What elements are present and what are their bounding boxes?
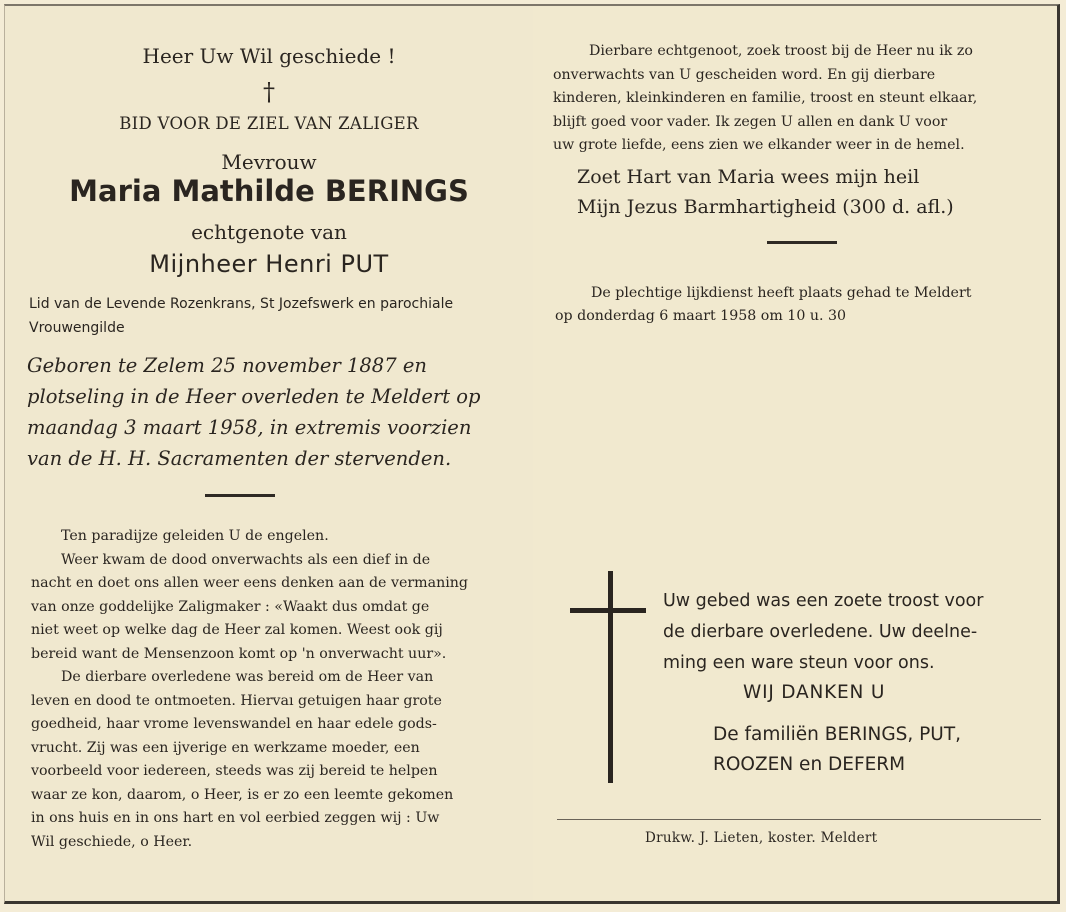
left-page — [5, 6, 533, 901]
spouse-name: Mijnheer Henri PUT — [149, 250, 389, 278]
large-cross-bar — [570, 608, 646, 613]
memorial-card — [4, 4, 1060, 904]
thanks-line: Uw gebed was een zoete troost voor — [663, 591, 984, 611]
farewell-line: uw grote liefde, eens zien we elkander weer in de hemel. — [553, 137, 965, 153]
eulogy-line: vrucht. Zij was een ijverige en werkzame moeder, een — [31, 739, 420, 756]
funeral-text — [555, 282, 971, 328]
thanks-text — [663, 586, 983, 679]
eulogy-line: bereid want de Mensenzoon komt op 'n onverwacht uur». — [31, 645, 447, 662]
eulogy-line: waar ze kon, daarom, o Heer, is er zo een leemte gekomen — [31, 786, 454, 803]
relation: echtgenote van — [191, 220, 347, 244]
family-line: ROOZEN en DEFERM — [713, 754, 906, 775]
membership-line: Lid van de Levende Rozenkrans, St Jozefswerk en parochiale — [29, 296, 454, 312]
farewell-line: Dierbare echtgenoot, zoek troost bij de Heer nu ik zo — [589, 43, 973, 59]
family-line: De familiën BERINGS, PUT, — [713, 724, 962, 745]
eulogy-line: goedheid, haar vrome levenswandel en haar edele gods- — [31, 716, 437, 732]
family-signature — [713, 720, 961, 780]
eulogy-line: leven en dood te ontmoeten. Hiervaı getuigen haar grote — [31, 692, 442, 709]
eulogy-line: nacht en doet ons allen weer eens denken aan de vermaning — [31, 575, 468, 591]
deceased-name: Maria Mathilde BERINGS — [69, 174, 469, 208]
eulogy-line: Weer kwam de dood onverwachts als een dief in de — [61, 551, 431, 568]
salutation: Mevrouw — [221, 150, 317, 174]
eulogy-line: De dierbare overledene was bereid om de Heer van — [61, 669, 434, 685]
eulogy-line: Ten paradijze geleiden U de engelen. — [61, 528, 329, 544]
cross-icon: † — [263, 78, 275, 106]
eulogy-line: voorbeeld voor iedereen, steeds was zij bereid te helpen — [31, 763, 438, 779]
header-motto: Heer Uw Wil geschiede ! — [142, 44, 396, 68]
eulogy-line: van onze goddelijke Zaligmaker : «Waakt dus omdat ge — [31, 598, 430, 615]
right-page — [533, 6, 1057, 901]
eulogy-line: in ons huis en in ons hart en vol eerbied zeggen wij : Uw — [31, 810, 440, 826]
birth-death-text — [27, 350, 489, 474]
prayer-request: BID VOOR DE ZIEL VAN ZALIGER — [119, 114, 419, 133]
prayer-line: Zoet Hart van Maria wees mijn heil — [577, 166, 920, 188]
birth-death-line: Geboren te Zelem 25 november 1887 en — [27, 354, 427, 377]
printer-rule — [557, 819, 1041, 820]
eulogy-text — [31, 525, 489, 854]
funeral-line: op donderdag 6 maart 1958 om 10 u. 30 — [555, 308, 847, 324]
printer-credit: Drukw. J. Lieten, koster. Meldert — [645, 830, 878, 846]
divider-rule — [767, 241, 837, 244]
farewell-line: onverwachts van U gescheiden word. En gij dierbare — [553, 66, 936, 83]
prayer-lines — [577, 162, 954, 222]
thanks-line: ming een ware steun voor ons. — [663, 653, 935, 673]
divider-rule — [205, 494, 275, 497]
large-cross-icon — [608, 571, 613, 783]
birth-death-line: plotseling in de Heer overleden te Meldert op — [27, 385, 481, 408]
farewell-text — [553, 40, 977, 158]
farewell-line: blijft goed voor vader. Ik zegen U allen en dank U voor — [553, 113, 948, 130]
eulogy-line: Wil geschiede, o Heer. — [31, 833, 193, 850]
birth-death-line: van de H. H. Sacramenten der stervenden. — [27, 447, 452, 470]
funeral-line: De plechtige lijkdienst heeft plaats gehad te Meldert — [591, 285, 972, 301]
farewell-line: kinderen, kleinkinderen en familie, troost en steunt elkaar, — [553, 90, 978, 106]
thanks-line: de dierbare overledene. Uw deelne- — [663, 622, 978, 642]
eulogy-line: niet weet op welke dag de Heer zal komen. Weest ook gij — [31, 622, 443, 638]
birth-death-line: maandag 3 maart 1958, in extremis voorzien — [27, 416, 472, 439]
prayer-line: Mijn Jezus Barmhartigheid (300 d. afl.) — [577, 196, 954, 218]
we-thank-you: WIJ DANKEN U — [743, 682, 886, 703]
membership-line: Vrouwengilde — [29, 320, 125, 336]
